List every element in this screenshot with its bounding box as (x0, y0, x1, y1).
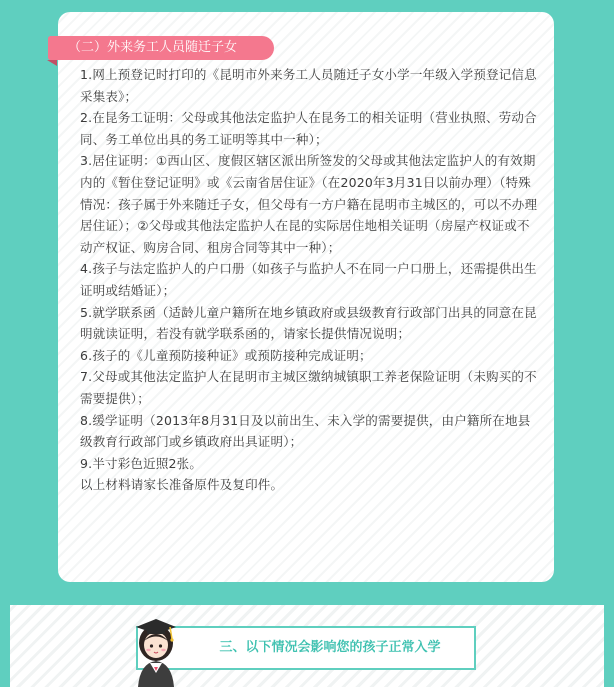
requirement-item-4: 4.孩子与法定监护人的户口册（如孩子与监护人不在同一户口册上，还需提供出生证明或结婚证）； (80, 261, 537, 298)
requirement-item-8: 8.缓学证明（2013年8月31日及以前出生、未入学的需要提供，由户籍所在地县级教育行政部门或乡镇政府出具证明）； (80, 412, 531, 450)
requirement-item-6: 6.孩子的《儿童预防接种证》或预防接种完成证明； (80, 347, 372, 363)
requirement-item-2: 2.在昆务工证明：父母或其他法定监护人在昆务工的相关证明（营业执照、劳动合同、务工单位出具的务工证明等其中一种）； (80, 110, 537, 147)
requirement-item-9: 9.半寸彩色近照2张。 (80, 455, 203, 471)
requirement-item-3: 3.居住证明：①西山区、度假区辖区派出所签发的父母或其他法定监护人的有效期内的《暂住登记证明》或《云南省居住证》（在2020年3月31日以前办理）（特殊情况：孩子属于外来随迁子女，但父母有一方户籍在昆明市主城区的，可以不办理居住证）；②父母或其他法定监护人在昆的实际居住地相关证明（房屋产权证或不动产权证、购房合同、租房合同等其中一种）； (80, 153, 538, 255)
requirement-note: 以上材料请家长准备原件及复印件。 (80, 477, 284, 493)
requirements-list (80, 64, 542, 496)
requirement-item-7: 7.父母或其他法定监护人在昆明市主城区缴纳城镇职工养老保险证明（未购买的不需要提供）； (80, 369, 537, 406)
graduate-girl-icon (130, 613, 182, 687)
section-tag: （二）外来务工人员随迁子女 (48, 36, 274, 60)
requirement-item-5: 5.就学联系函（适龄儿童户籍所在地乡镇政府或县级教育行政部门出具的同意在昆明就读证明，若没有就学联系函的，请家长提供情况说明； (80, 304, 537, 342)
teal-edge-left (0, 605, 10, 687)
requirement-item-1: 1.网上预登记时打印的《昆明市外来务工人员随迁子女小学一年级入学预登记信息采集表》； (80, 67, 537, 104)
banner-title: 三、以下情况会影响您的孩子正常入学 (219, 640, 441, 655)
teal-edge-right (604, 605, 614, 687)
next-section-banner (136, 626, 476, 670)
